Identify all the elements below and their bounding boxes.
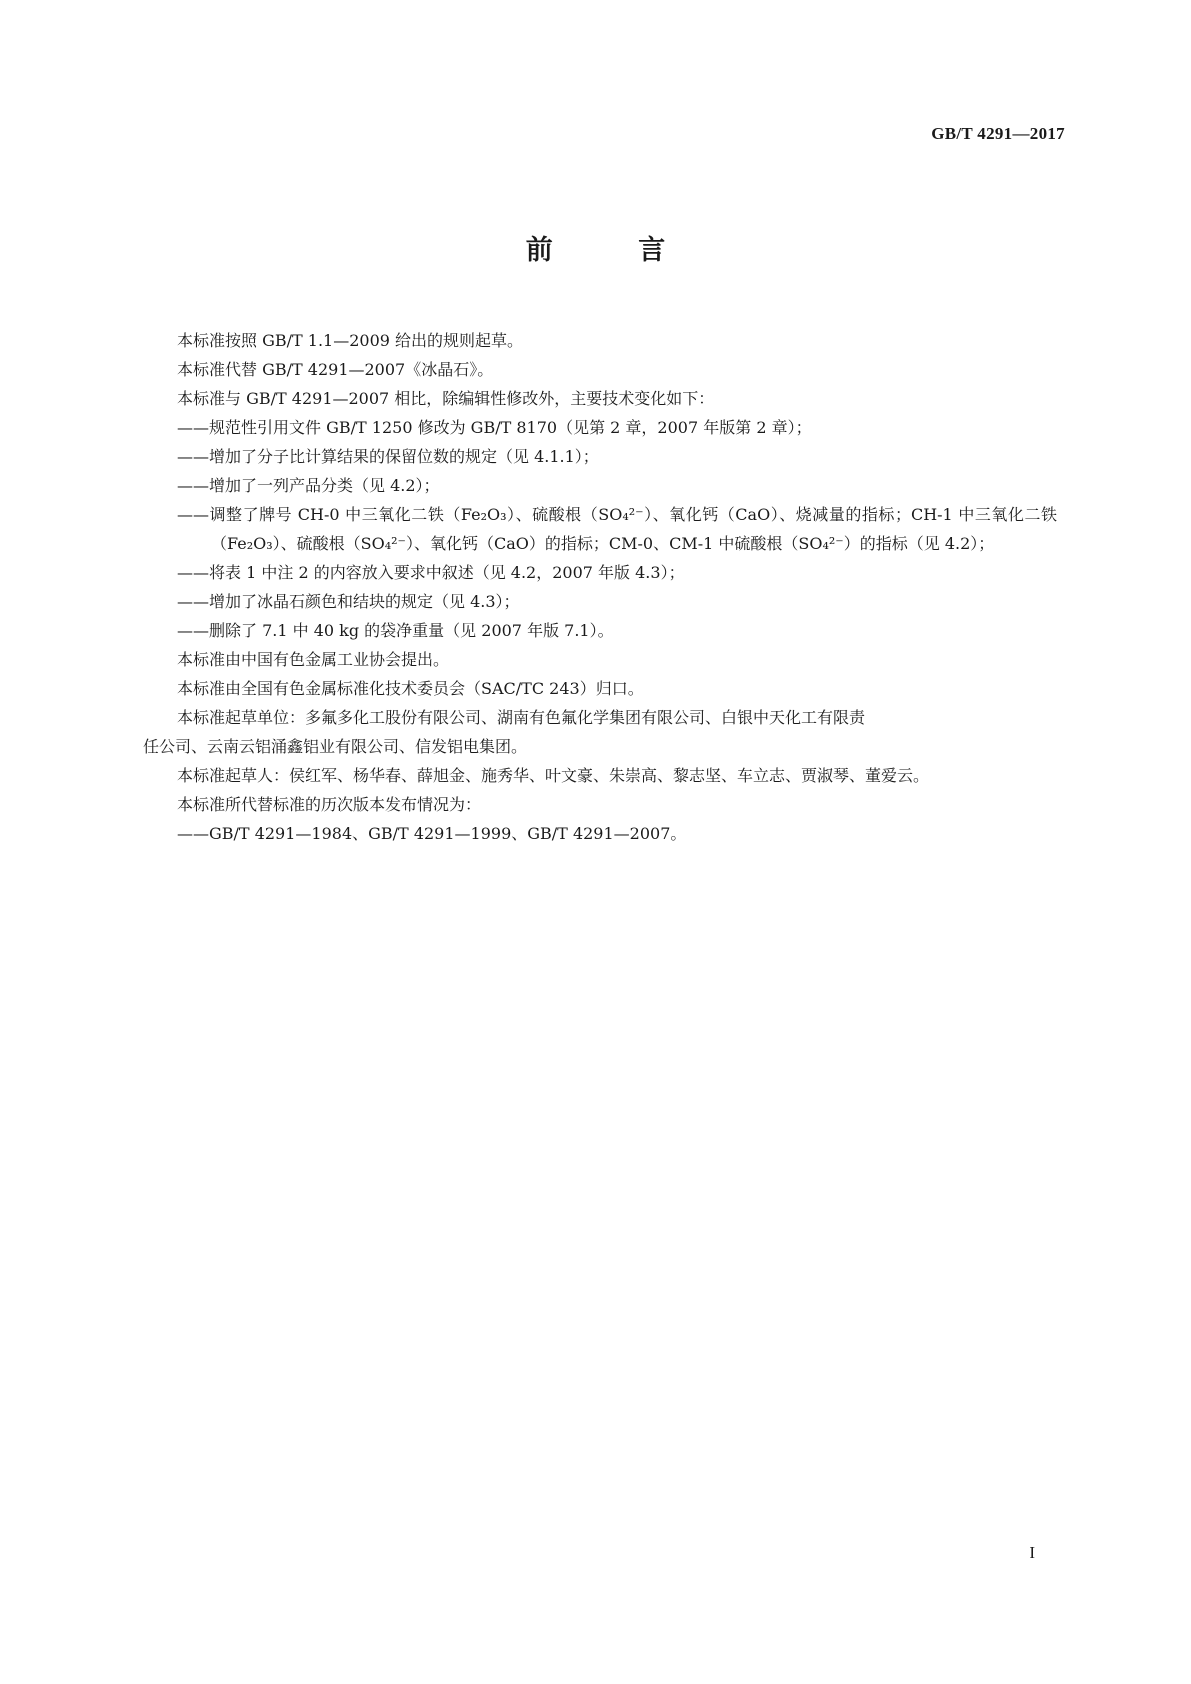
standard-code: GB/T 4291—2017 (931, 124, 1065, 143)
change-item: ——调整了牌号 CH-0 中三氧化二铁（Fe₂O₃）、硫酸根（SO₄²⁻）、氧化钙（CaO）、烧减量的指标；CH-1 中三氧化二铁（Fe₂O₃）、硫酸根（SO₄²⁻）、氧化钙（CaO）的指标；CM-0、CM-1 中硫酸根（SO₄²⁻）的指标（见 4.2）； (177, 505, 1057, 553)
page-title: 前 言 (525, 235, 704, 266)
paragraph-proposed-by: 本标准由中国有色金属工业协会提出。 (177, 650, 450, 669)
history-item: ——GB/T 4291—1984、GB/T 4291—1999、GB/T 4291—2007。 (177, 824, 687, 843)
paragraph-replaces: 本标准代替 GB/T 4291—2007《冰晶石》。 (177, 360, 494, 379)
change-item: ——增加了分子比计算结果的保留位数的规定（见 4.1.1）； (177, 447, 599, 466)
page-number: I (1029, 1543, 1035, 1562)
paragraph-drafting-units-continued: 任公司、云南云铝涌鑫铝业有限公司、信发铝电集团。 (143, 737, 528, 756)
change-item: ——将表 1 中注 2 的内容放入要求中叙述（见 4.2，2007 年版 4.3）； (177, 563, 685, 582)
paragraph-changes-intro: 本标准与 GB/T 4291—2007 相比，除编辑性修改外，主要技术变化如下： (177, 389, 715, 408)
foreword-body (143, 326, 1057, 848)
paragraph-drafting-units: 本标准起草单位：多氟多化工股份有限公司、湖南有色氟化学集团有限公司、白银中天化工有限责 (177, 708, 866, 727)
change-item: ——增加了一列产品分类（见 4.2）； (177, 476, 440, 495)
change-item: ——增加了冰晶石颜色和结块的规定（见 4.3）； (177, 592, 520, 611)
change-item: ——规范性引用文件 GB/T 1250 修改为 GB/T 8170（见第 2 章，2007 年版第 2 章）； (177, 418, 812, 437)
paragraph-centralized-by: 本标准由全国有色金属标准化技术委员会（SAC/TC 243）归口。 (177, 679, 644, 698)
paragraph-history-intro: 本标准所代替标准的历次版本发布情况为： (177, 795, 482, 814)
paragraph-drafters: 本标准起草人：侯红军、杨华春、薛旭金、施秀华、叶文豪、朱崇高、黎志坚、车立志、贾淑琴、董爱云。 (177, 766, 930, 785)
paragraph-drafting-rules: 本标准按照 GB/T 1.1—2009 给出的规则起草。 (177, 331, 524, 350)
change-item: ——删除了 7.1 中 40 kg 的袋净重量（见 2007 年版 7.1）。 (177, 621, 614, 640)
